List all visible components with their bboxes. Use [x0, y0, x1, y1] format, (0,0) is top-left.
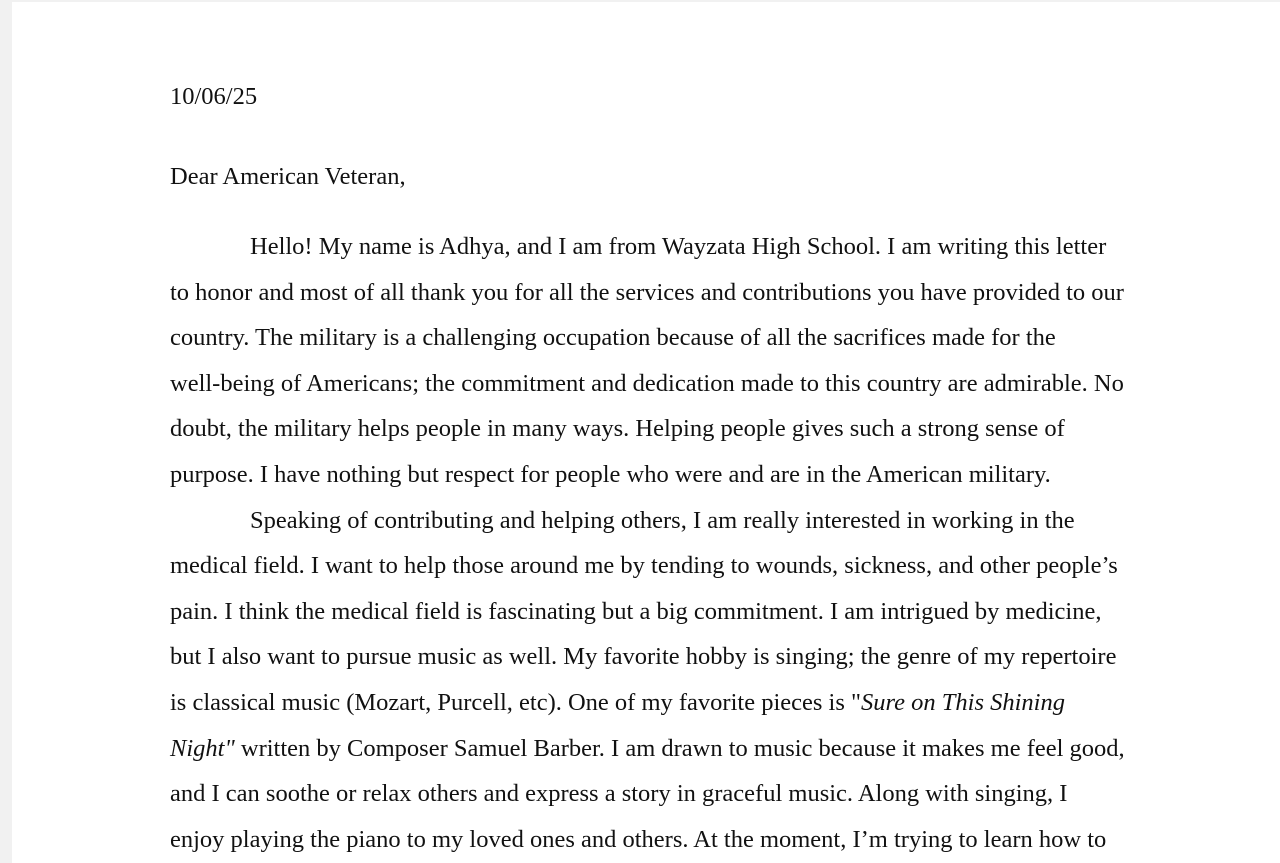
letter-body	[170, 232, 1230, 863]
body-line: country. The military is a challenging occupation because of all the sacrifices made for the	[170, 324, 1056, 352]
song-title-italic: Sure on This Shining	[861, 688, 1065, 716]
song-title-italic: Night"	[170, 734, 235, 762]
body-line: medical field. I want to help those around me by tending to wounds, sickness, and other people’s	[170, 552, 1118, 580]
body-line: purpose. I have nothing but respect for people who were and are in the American military.	[170, 460, 1051, 488]
letter-salutation: Dear American Veteran,	[170, 163, 406, 190]
body-text: written by Composer Samuel Barber. I am drawn to music because it makes me feel good,	[234, 734, 1125, 762]
body-line: and I can soothe or relax others and express a story in graceful music. Along with singing, I	[170, 780, 1068, 808]
body-line: but I also want to pursue music as well. My favorite hobby is singing; the genre of my repertoire	[170, 643, 1117, 671]
body-line	[170, 734, 1230, 780]
body-line: Speaking of contributing and helping others, I am really interested in working in the	[250, 506, 1075, 534]
body-line: pain. I think the medical field is fascinating but a big commitment. I am intrigued by medicine,	[170, 597, 1102, 625]
body-line: to honor and most of all thank you for all the services and contributions you have provided to our	[170, 278, 1124, 306]
body-line: well-being of Americans; the commitment and dedication made to this country are admirable. No	[170, 369, 1124, 397]
body-line	[170, 688, 1230, 734]
body-line: enjoy playing the piano to my loved ones and others. At the moment, I’m trying to learn how to	[170, 825, 1107, 853]
body-text: is classical music (Mozart, Purcell, etc). One of my favorite pieces is "	[170, 688, 862, 716]
document-page	[12, 2, 1280, 863]
letter-date: 10/06/25	[170, 83, 258, 110]
body-line: Hello! My name is Adhya, and I am from Wayzata High School. I am writing this letter	[250, 233, 1107, 260]
body-line: doubt, the military helps people in many ways. Helping people gives such a strong sense of	[170, 415, 1065, 443]
